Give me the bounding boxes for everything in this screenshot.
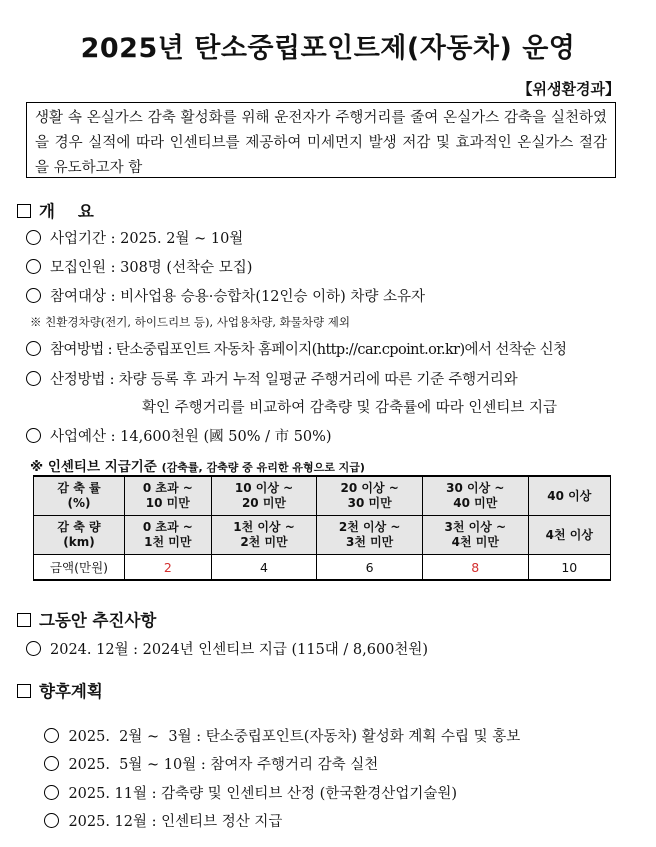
overview-note: ※ 친환경차량(전기, 하이드리브 등), 사업용차량, 화물차량 제외 bbox=[30, 315, 350, 329]
payment-header-cell: 금액(만원) bbox=[34, 555, 125, 581]
circle-bullet-icon bbox=[26, 259, 41, 274]
section-plan-heading bbox=[17, 678, 103, 702]
overview-period bbox=[26, 227, 243, 248]
circle-bullet-icon bbox=[26, 428, 41, 443]
section-overview-heading bbox=[17, 198, 94, 222]
incentive-title-text: ※ 인센티브 지급기준 bbox=[30, 459, 157, 475]
page-title: 2025년 탄소중립포인트제(자동차) 운영 bbox=[80, 33, 576, 64]
table-row bbox=[34, 516, 611, 555]
amount-cell bbox=[528, 516, 610, 555]
overview-budget-text: 사업예산 : 14,600천원 (國 50% / 市 50%) bbox=[50, 429, 332, 445]
rate-line: 20 미만 bbox=[241, 496, 287, 510]
summary-box: 생활 속 온실가스 감축 활성화를 위해 운전자가 주행거리를 줄여 온실가스 감축을 실천하였을 경우 실적에 따라 인센티브를 제공하여 미세먼지 발생 저감 및 효과적인 온실가스 절감을 유도하고자 함 bbox=[26, 102, 616, 178]
rate-cell bbox=[211, 476, 317, 516]
circle-bullet-icon bbox=[26, 641, 41, 656]
plan-item bbox=[26, 794, 282, 847]
section-plan-label: 향후계획 bbox=[39, 682, 103, 701]
amount-line: 2천 미만 bbox=[240, 535, 288, 549]
incentive-table bbox=[33, 475, 611, 581]
overview-recruit bbox=[26, 256, 252, 277]
plan-item-text: 2025. 11월 : 감축량 및 인센티브 산정 (한국환경산업기술원) bbox=[68, 786, 458, 802]
rate-line: 30 미만 bbox=[347, 496, 392, 510]
department-label: 【위생환경과】 bbox=[517, 80, 620, 98]
overview-budget bbox=[26, 425, 332, 446]
rate-header-line: 감 축 률 bbox=[57, 481, 101, 495]
rate-cell bbox=[317, 476, 423, 516]
rate-cell bbox=[125, 476, 212, 516]
rate-line: 40 미만 bbox=[453, 496, 498, 510]
rate-line: 40 이상 bbox=[547, 488, 592, 503]
plan-item-text: 2025. 2월 ~ 3월 : 탄소중립포인트(자동차) 활성화 계획 수립 및 홍보 bbox=[68, 729, 521, 745]
section-progress-heading bbox=[17, 607, 156, 631]
amount-cell bbox=[125, 516, 212, 555]
overview-period-text: 사업기간 : 2025. 2월 ~ 10월 bbox=[50, 231, 244, 247]
payment-cell: 8 bbox=[422, 555, 528, 581]
rate-line: 30 이상 ~ bbox=[446, 481, 505, 495]
amount-cell bbox=[422, 516, 528, 555]
amount-line: 2천 이상 ~ bbox=[338, 520, 401, 534]
table-row bbox=[34, 555, 611, 581]
incentive-subtitle: (감축률, 감축량 중 유리한 유형으로 지급) bbox=[161, 461, 365, 474]
amount-header-cell bbox=[34, 516, 125, 555]
checkbox-square-icon bbox=[17, 613, 31, 627]
section-overview-label: 개 요 bbox=[39, 202, 94, 221]
checkbox-square-icon bbox=[17, 684, 31, 698]
amount-line: 3천 미만 bbox=[345, 535, 394, 549]
rate-line: 0 초과 ~ bbox=[142, 481, 193, 495]
overview-target bbox=[26, 285, 425, 306]
rate-header-unit: (%) bbox=[67, 496, 91, 510]
payment-cell: 4 bbox=[211, 555, 317, 581]
amount-header-line: 감 축 량 bbox=[57, 520, 101, 534]
amount-line: 3천 이상 ~ bbox=[444, 520, 507, 534]
overview-target-text: 참여대상 : 비사업용 승용·승합차(12인승 이하) 차량 소유자 bbox=[50, 289, 426, 305]
rate-cell bbox=[528, 476, 610, 516]
rate-cell bbox=[422, 476, 528, 516]
plan-item-text: 2025. 12월 : 인센티브 정산 지급 bbox=[68, 814, 283, 830]
rate-line: 10 미만 bbox=[145, 496, 190, 510]
overview-method-text: 참여방법 : 탄소중립포인트 자동차 홈페이지(http://car.cpoint.or.kr)에서 선착순 신청 bbox=[50, 342, 567, 358]
incentive-title bbox=[30, 455, 365, 475]
circle-bullet-icon bbox=[26, 288, 41, 303]
amount-line: 1천 미만 bbox=[144, 535, 192, 549]
circle-bullet-icon bbox=[26, 371, 41, 386]
circle-bullet-icon bbox=[26, 230, 41, 245]
amount-header-unit: (km) bbox=[63, 535, 95, 549]
rate-line: 10 이상 ~ bbox=[234, 481, 294, 495]
overview-recruit-text: 모집인원 : 308명 (선착순 모집) bbox=[50, 260, 253, 276]
payment-cell: 6 bbox=[317, 555, 423, 581]
rate-line: 20 이상 ~ bbox=[340, 481, 399, 495]
plan-item-text: 2025. 5월 ~ 10월 : 참여자 주행거리 감축 실천 bbox=[68, 757, 379, 773]
circle-bullet-icon bbox=[26, 341, 41, 356]
progress-item-text: 2024. 12월 : 2024년 인센티브 지급 (115대 / 8,600천원) bbox=[50, 642, 429, 658]
table-row bbox=[34, 476, 611, 516]
amount-cell bbox=[317, 516, 423, 555]
overview-selection bbox=[26, 368, 517, 389]
overview-method bbox=[26, 338, 566, 359]
amount-line: 4천 이상 bbox=[545, 527, 593, 542]
progress-item bbox=[26, 638, 428, 659]
amount-line: 0 초과 ~ bbox=[142, 520, 193, 534]
payment-cell: 10 bbox=[528, 555, 610, 581]
checkbox-square-icon bbox=[17, 204, 31, 218]
amount-line: 4천 미만 bbox=[451, 535, 499, 549]
rate-header-cell bbox=[34, 476, 125, 516]
amount-line: 1천 이상 ~ bbox=[233, 520, 295, 534]
overview-selection-text: 산정방법 : 차량 등록 후 과거 누적 일평균 주행거리에 따른 기준 주행거리와 bbox=[50, 372, 518, 388]
overview-selection-continued: 확인 주행거리를 비교하여 감축량 및 감축률에 따라 인센티브 지급 bbox=[142, 400, 558, 416]
payment-cell: 2 bbox=[125, 555, 212, 581]
circle-bullet-icon bbox=[44, 813, 59, 828]
amount-cell bbox=[211, 516, 317, 555]
section-progress-label: 그동안 추진사항 bbox=[39, 611, 157, 630]
